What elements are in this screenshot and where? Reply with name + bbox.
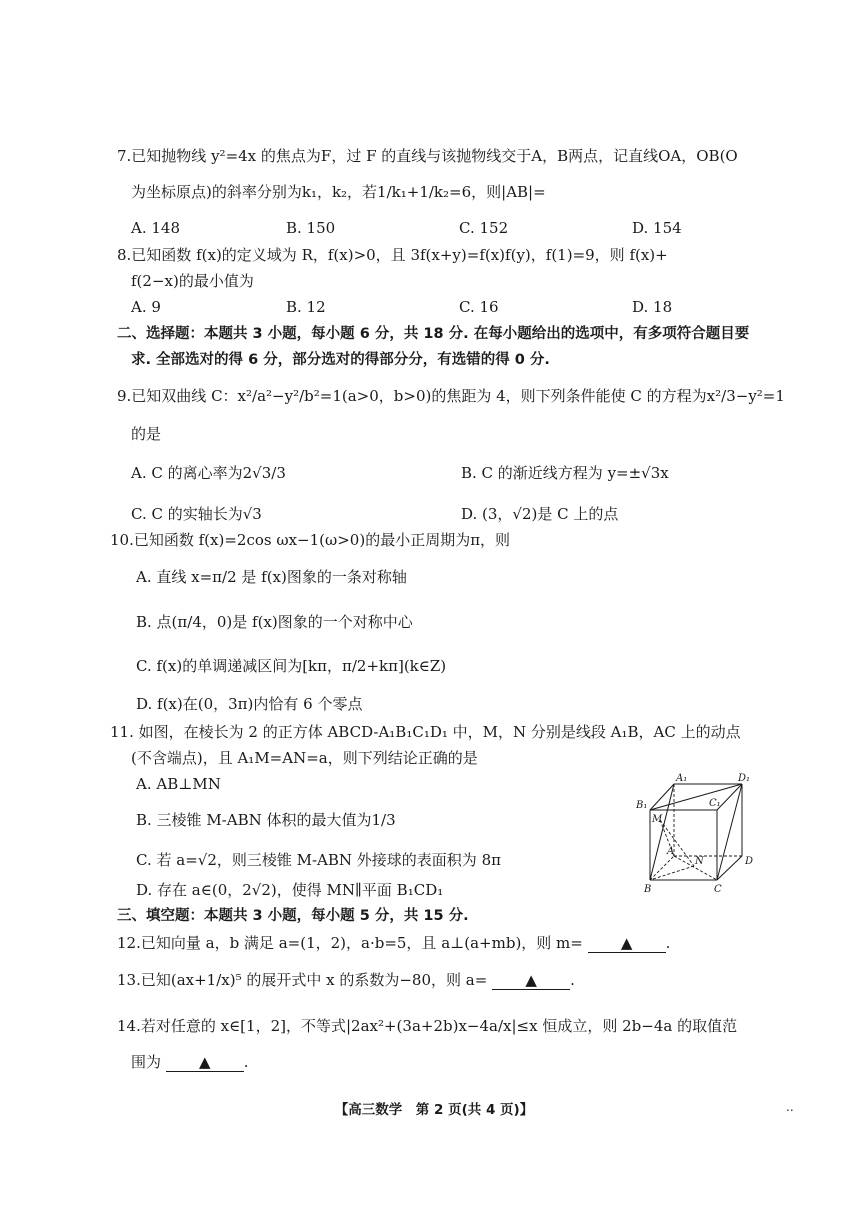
q12-text: 12.已知向量 a，b 满足 a=(1，2)，a·b=5，且 a⊥(a+mb)，则 m= xyxy=(117,934,583,952)
q7-option-d: D. 154 xyxy=(632,219,682,237)
fig-label-m: M xyxy=(652,814,663,825)
q8-line1: 8.已知函数 f(x)的定义域为 R，f(x)>0，且 3f(x+y)=f(x)f(y)，f(1)=9，则 f(x)+ xyxy=(117,246,668,264)
section2-heading: 二、选择题：本题共 3 小题，每小题 6 分，共 18 分. 在每小题给出的选项中，有多项符合题目要 xyxy=(117,326,750,342)
section2-instructions: 求. 全部选对的得 6 分，部分选对的得部分分，有选错的得 0 分. xyxy=(131,352,550,368)
page-footer: 【高三数学 第 2 页(共 4 页)】 xyxy=(334,1102,534,1118)
cube-figure xyxy=(632,770,762,900)
fig-label-c: C xyxy=(714,884,722,895)
q11-line1: 11. 如图，在棱长为 2 的正方体 ABCD-A₁B₁C₁D₁ 中，M，N 分别是线段 A₁B，AC 上的动点 xyxy=(110,723,741,741)
q10-option-a: A. 直线 x=π/2 是 f(x)图象的一条对称轴 xyxy=(136,568,407,586)
q11-option-b: B. 三棱锥 M-ABN 体积的最大值为1/3 xyxy=(136,811,396,829)
q10-option-d: D. f(x)在(0，3π)内恰有 6 个零点 xyxy=(136,695,363,713)
q12-line: 12.已知向量 a，b 满足 a=(1，2)，a·b=5，且 a⊥(a+mb)，则 m= ▲ . xyxy=(117,934,671,952)
fig-label-c1: C₁ xyxy=(709,798,721,809)
q7-option-b: B. 150 xyxy=(286,219,336,237)
q11-option-d: D. 存在 a∈(0，2√2)，使得 MN∥平面 B₁CD₁ xyxy=(136,881,444,899)
section3-heading: 三、填空题：本题共 3 小题，每小题 5 分，共 15 分. xyxy=(117,908,469,924)
fig-label-a: A xyxy=(667,846,675,857)
q10-option-c: C. f(x)的单调递减区间为[kπ，π/2+kπ](k∈Z) xyxy=(136,657,447,675)
fig-label-d1: D₁ xyxy=(738,773,751,784)
q7-option-c: C. 152 xyxy=(459,219,509,237)
q7-line2: 为坐标原点)的斜率分别为k₁，k₂，若1/k₁+1/k₂=6，则|AB|= xyxy=(131,183,546,201)
q13-text: 13.已知(ax+1/x)⁵ 的展开式中 x 的系数为−80，则 a= xyxy=(117,971,488,989)
q11-option-a: A. AB⊥MN xyxy=(136,775,221,793)
q9-option-a: A. C 的离心率为2√3/3 xyxy=(131,464,286,482)
q8-line2: f(2−x)的最小值为 xyxy=(131,272,254,290)
fig-label-b: B xyxy=(644,884,652,895)
q9-line2: 的是 xyxy=(131,425,162,443)
q13-line: 13.已知(ax+1/x)⁵ 的展开式中 x 的系数为−80，则 a= ▲ . xyxy=(117,971,575,989)
q10-line1: 10.已知函数 f(x)=2cos ωx−1(ω>0)的最小正周期为π，则 xyxy=(110,531,511,549)
fig-label-a1: A₁ xyxy=(676,773,688,784)
q7-line1: 7.已知抛物线 y²=4x 的焦点为F，过 F 的直线与该抛物线交于A，B两点，记直线OA，OB(O xyxy=(117,147,738,165)
q8-option-b: B. 12 xyxy=(286,298,326,316)
q9-option-d: D. (3，√2)是 C 上的点 xyxy=(461,505,619,523)
q10-option-b: B. 点(π/4，0)是 f(x)图象的一个对称中心 xyxy=(136,613,413,631)
fig-label-n: N xyxy=(695,856,704,867)
q8-option-d: D. 18 xyxy=(632,298,673,316)
footer-mark: .. xyxy=(786,1100,794,1114)
q14-text: 围为 xyxy=(131,1053,162,1071)
q11-option-c: C. 若 a=√2，则三棱锥 M-ABN 外接球的表面积为 8π xyxy=(136,851,501,869)
q7-option-a: A. 148 xyxy=(131,219,180,237)
q11-line2: (不含端点)，且 A₁M=AN=a，则下列结论正确的是 xyxy=(131,749,478,767)
q8-option-c: C. 16 xyxy=(459,298,499,316)
q14-line1: 14.若对任意的 x∈[1，2]，不等式|2ax²+(3a+2b)x−4a/x|≤x 恒成立，则 2b−4a 的取值范 xyxy=(117,1017,738,1035)
q9-option-b: B. C 的渐近线方程为 y=±√3x xyxy=(461,464,669,482)
q12-answer-blank[interactable]: ▲ xyxy=(588,934,666,953)
q9-option-c: C. C 的实轴长为√3 xyxy=(131,505,262,523)
fig-label-b1: B₁ xyxy=(636,800,648,811)
q13-answer-blank[interactable]: ▲ xyxy=(492,971,570,990)
fig-label-d: D xyxy=(745,856,754,867)
q9-line1: 9.已知双曲线 C：x²/a²−y²/b²=1(a>0，b>0)的焦距为 4，则下列条件能使 C 的方程为x²/3−y²=1 xyxy=(117,387,785,405)
q14-line2: 围为 ▲ . xyxy=(131,1053,249,1071)
q14-answer-blank[interactable]: ▲ xyxy=(166,1053,244,1072)
q8-option-a: A. 9 xyxy=(131,298,161,316)
